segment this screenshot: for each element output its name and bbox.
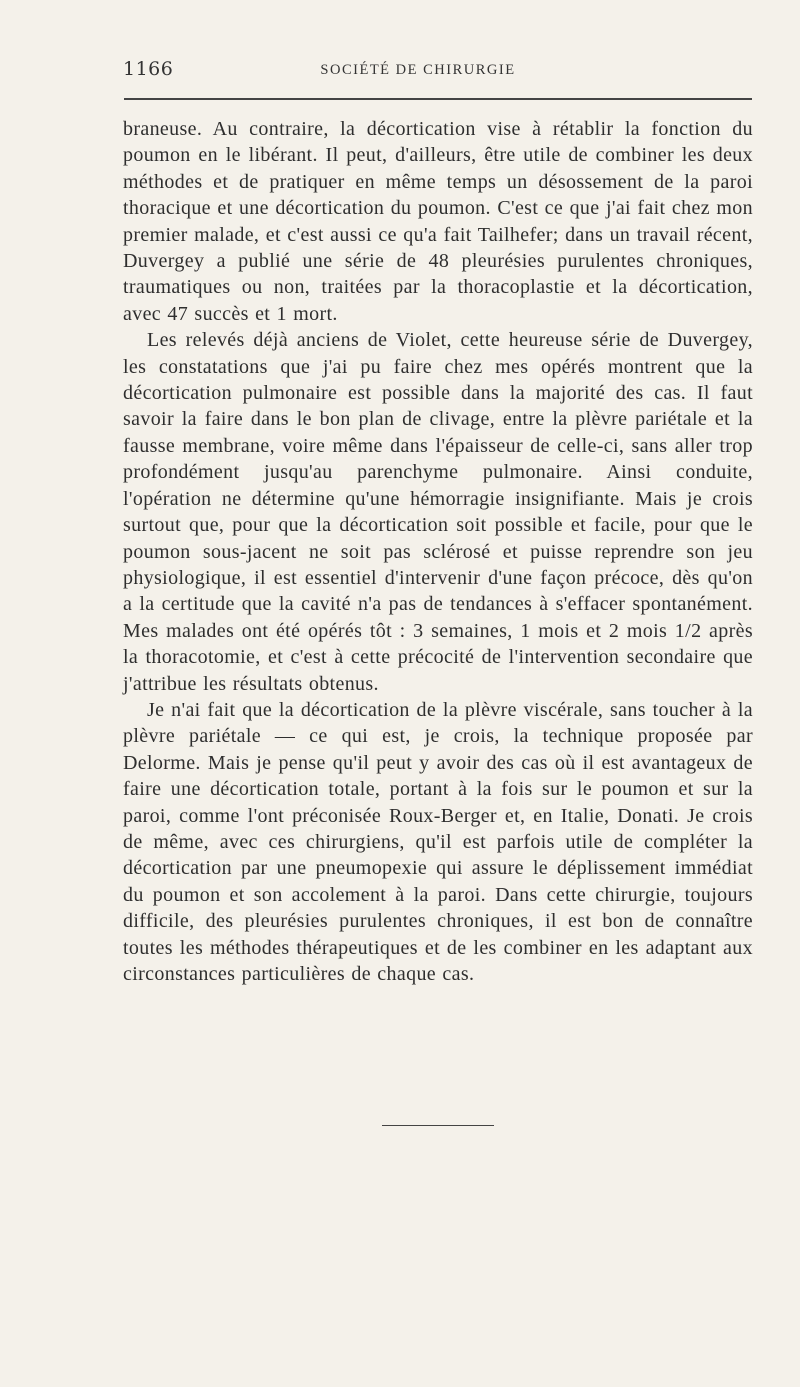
paragraph-continuation: braneuse. Au contraire, la décortication vise à rétablir la fonction du poumon en le libérant. Il peut, d'ailleurs, être utile de combiner les deux méthodes et de pratiquer en même temps un désossement de la paroi thoracique et une décortication du poumon. C'est ce que j'ai fait chez mon premier malade, et c'est aussi ce qu'a fait Tailhefer; dans un travail récent, Duvergey a publié une série de 48 pleurésies purulentes chroniques, traumatiques ou non, traitées par la thoracoplastie et la décortication, avec 47 succès et 1 mort. — [123, 118, 753, 325]
paragraph-technique: Je n'ai fait que la décortication de la plèvre viscérale, sans toucher à la plèvre pariétale — ce qui est, je crois, la technique proposée par Delorme. Mais je pense qu'il peut y avoir des cas où il est avantageux de faire une décortication totale, portant à la fois sur le poumon et sur la paroi, comme l'ont préconisée Roux-Berger et, en Italie, Donati. Je crois de même, avec ces chirurgiens, qu'il est parfois utile de compléter la décortication par une pneumopexie qui assure le déplissement immédiat du poumon et son accolement à la paroi. Dans cette chirurgie, toujours difficile, des pleurésies purulentes chroniques, il est bon de connaître toutes les méthodes thérapeutiques et de les combiner en les adaptant aux circonstances particulières de chaque cas. — [123, 698, 753, 985]
section-end-rule — [382, 1125, 494, 1126]
body-text — [123, 116, 753, 987]
page-number: 1166 — [123, 58, 174, 80]
header-rule — [124, 98, 752, 100]
running-head: SOCIÉTÉ DE CHIRURGIE — [320, 62, 516, 78]
paragraph-decortication-results: Les relevés déjà anciens de Violet, cette heureuse série de Duvergey, les constatations que j'ai pu faire chez mes opérés montrent que la décortication pulmonaire est possible dans la majorité des cas. Il faut savoir la faire dans le bon plan de clivage, entre la plèvre pariétale et la fausse membrane, voire même dans l'épaisseur de celle-ci, sans aller trop profondément jusqu'au parenchyme pulmonaire. Ainsi conduite, l'opération ne détermine qu'une hémorragie insignifiante. Mais je crois surtout que, pour que la décortication soit possible et facile, pour que le poumon sous-jacent ne soit pas sclérosé et puisse reprendre son jeu physiologique, il est essentiel d'intervenir d'une façon précoce, dès qu'on a la certitude que la cavité n'a pas de tendances à s'effacer spontanément. Mes malades ont été opérés tôt : 3 semaines, 1 mois et 2 mois 1/2 après la thoracotomie, et c'est à cette précocité de l'intervention secondaire que j'attribue les résultats obtenus. — [123, 329, 753, 695]
page-header — [123, 58, 753, 88]
